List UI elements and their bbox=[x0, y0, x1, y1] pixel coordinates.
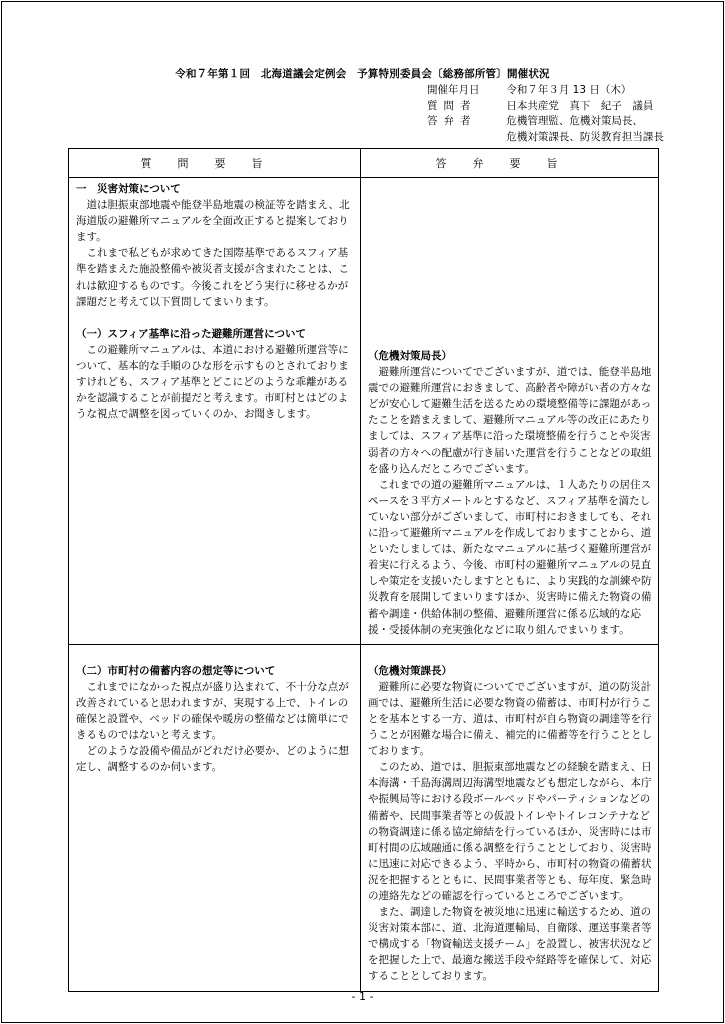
question-cell bbox=[69, 644, 361, 991]
answerer-value-line2: 危機対策課長、防災教育担当課長 bbox=[506, 130, 664, 143]
answer-1-paragraph-2: これまでの道の避難所マニュアルは、１人あたりの居住スペースを３平方メートルとするなど、スフィア基準を満たしていない部分がございまして、市町村におきましても、それに沿って避難所マニュアルを作成しておりますことから、道といたしましては、新たなマニュアルに基づく避難所運営が着実に行えるよう、今後、市町村の避難所マニュアルの見直しや策定を支援いたしますとともに、より実践的な訓練や防災教育を展開してまいりますほか、災害時に備えた物資の備蓄や調達・供給体制の整備、避難所運営に係る広域的な応援・受援体制の充実強化などに取り組んでまいります。 bbox=[368, 478, 652, 636]
answer-heading-1: （危機対策局長） bbox=[368, 350, 452, 362]
question-column-header: 質問要旨 bbox=[69, 149, 361, 178]
date-value: 令和７年３月 13 日（木） bbox=[506, 84, 632, 96]
section-heading: 一 災害対策について bbox=[76, 183, 181, 195]
intro-paragraph-1: 道は胆振東部地震や能登半島地震の検証等を踏まえ、北海道版の避難所マニュアルを全面改正すると提案しております。 bbox=[76, 199, 350, 244]
answer-2-paragraph-3: また、調達した物資を被災地に迅速に輸送するため、道の災害対策本部に、道、北海道運輸局、自衛隊、運送事業者等で構成する「物資輸送支援チーム」を設置し、被害状況などを把握した上で、最適な搬送手段や経路等を確保して、対応することとしております。 bbox=[368, 906, 652, 983]
page-number: - 1 - bbox=[351, 990, 374, 1003]
answer-cell bbox=[361, 644, 659, 991]
intro-paragraph-2: これまで私どもが求めてきた国際基準であるスフィア基準を踏まえた施設整備や被災者支援が含まれたことは、これは歓迎するものです。今後これをどう実行に移せるかが課題だと考えて以下質問してまいります。 bbox=[76, 247, 349, 308]
question-2-paragraph-2: どのような設備や備品がどれだけ必要か、どのように想定し、調整するのか伺います。 bbox=[76, 745, 349, 774]
answer-2-paragraph-2: このため、道では、胆振東部地震などの経験を踏まえ、日本海溝・千島海溝周辺海溝型地震なども想定しながら、本庁や振興局等における段ボールベッドやパーティションなどの備蓄や、民間事業者等との仮設トイレやトイレコンテナなどの物資調達に係る協定締結を行っているほか、災害時には市町村間の広域融通に係る調整を行うこととしており、災害時に迅速に対応できるよう、平時から、市町村の物資の備蓄状況を把握するとともに、民間事業者等とも、毎年度、緊急時の連絡先などの確認を行っているところでございます。 bbox=[368, 761, 652, 902]
date-label: 開催年月日 bbox=[427, 84, 480, 96]
answer-2-paragraph-1: 避難所に必要な物資についてでございますが、道の防災計画では、避難所生活に必要な物資の備蓄は、市町村が行うことを基本とする一方、道は、市町村が自ら物資の調達等を行うことが困難な場合に備え、補完的に備蓄等を行うこととしております。 bbox=[368, 680, 653, 758]
questioner-label: 質問者 bbox=[427, 99, 477, 112]
question-cell bbox=[69, 178, 361, 645]
questioner-value: 日本共産党 真下 紀子 議員 bbox=[506, 99, 654, 112]
answerer-label: 答弁者 bbox=[427, 115, 477, 127]
answer-cell bbox=[361, 178, 659, 645]
question-text-1: この避難所マニュアルは、本道における避難所運営等について、基本的な手順のひな形を示すものとされておりますけれども、スフィア基準とどこにどのような乖離があるかを認識することが前提だと考えます。市町村とはどのような視点で調整を図っていくのか、お聞きします。 bbox=[76, 343, 349, 421]
question-heading-2: （二）市町村の備蓄内容の想定等について bbox=[76, 664, 276, 677]
document-title: 令和７年第１回 北海道議会定例会 予算特別委員会〔総務部所管〕開催状況 bbox=[175, 68, 550, 80]
answer-heading-2: （危機対策課長） bbox=[368, 664, 452, 677]
question-2-paragraph-1: これまでになかった視点が盛り込まれて、不十分な点が改善されていると思われますが、実現する上で、トイレの確保と設置や、ベッドの確保や暖房の整備などは簡単にできるものではないと考えます。 bbox=[76, 680, 349, 742]
question-heading-1: （一）スフィア基準に沿った避難所運営について bbox=[76, 327, 306, 340]
answer-column-header: 答弁要旨 bbox=[361, 149, 659, 178]
qa-table bbox=[68, 148, 659, 992]
meeting-info bbox=[427, 83, 664, 145]
answer-1-paragraph-1: 避難所運営についてでございますが、道では、能登半島地震での避難所運営におきまして、高齢者や障がい者の方々などが安心して避難生活を送るための環境整備等に課題があったことを踏まえまして、避難所マニュアル等の改正にあたりましては、スフィア基準に沿った環境整備を行うことや災害弱者の方々への配慮が行き届いた運営を行うことなどの取組を盛り込んだところでございます。 bbox=[368, 366, 652, 475]
answerer-value-line1: 危機管理監、危機対策局長、 bbox=[506, 115, 643, 127]
